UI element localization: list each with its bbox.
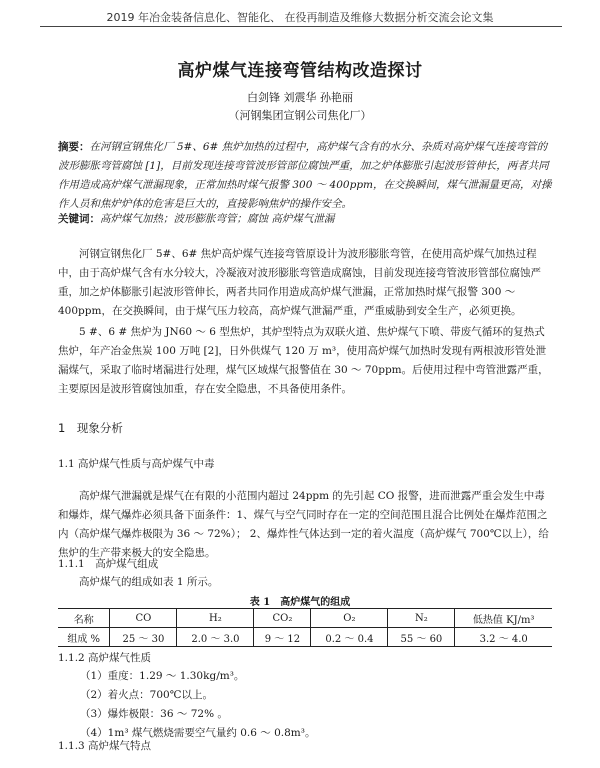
- table-cell: 3.2 ～ 4.0: [455, 628, 552, 647]
- table-cell: 0.2 ～ 0.4: [311, 628, 388, 647]
- keywords: [58, 210, 552, 229]
- body-paragraph-2: 5 #、6 # 焦炉为 JN60 ～ 6 型焦炉，其炉型特点为双联火道、焦炉煤气下喷、带废气循环的复热式焦炉，年产冶金焦炭 100 万吨 [2]，日外供煤气 120 万 m³，使用高炉煤气加热时发现有两根波形管处泄漏煤气，采取了临时堵漏进行处理，煤气区域煤气报警值在 30 ～ 70ppm。后使用过程中弯管泄露严重，主要原因是波形管腐蚀加重，存在安全隐患，不具备使用条件。: [58, 326, 549, 395]
- table-cell: 9 ～ 12: [254, 628, 311, 647]
- table-row: [58, 628, 552, 647]
- table-header-cell: 名称: [58, 609, 110, 628]
- table-cell: 55 ～ 60: [388, 628, 455, 647]
- abstract-label: 摘要：: [58, 141, 90, 153]
- table-header-cell: CO: [110, 609, 177, 628]
- list-item: （4）1m³ 煤气燃烧需要空气量约 0.6 ～ 0.8m³。: [80, 727, 316, 739]
- table-header-cell: 低热值 KJ/m³: [455, 609, 552, 628]
- paper-title: 高炉煤气连接弯管结构改造探讨: [177, 61, 423, 81]
- subsection-heading-1-1: 1.1 高炉煤气性质与高炉煤气中毒: [58, 458, 215, 470]
- authors: 白剑锋 刘震华 孙艳丽: [247, 91, 353, 104]
- table-header-cell: H₂: [177, 609, 254, 628]
- body-paragraph-3: 高炉煤气泄漏就是煤气在有限的小范围内超过 24ppm 的先引起 CO 报警，进而泄露严重会发生中毒和爆炸，煤气爆炸必须具备下面条件：1、煤气与空气同时存在一定的空间范围且混合比例处在爆炸范围之内（高炉煤气爆炸极限为 36 ～ 72%）； 2、爆炸性气体达到一定的着火温度（高炉煤气 700℃以上），给焦炉的生产带来极大的安全隐患。: [58, 490, 549, 559]
- subsection-heading-1-1-3: 1.1.3 高炉煤气特点: [58, 740, 152, 752]
- table-cell: 组成 %: [58, 628, 110, 647]
- abstract-text: 在河钢宣钢焦化厂 5#、6# 焦炉加热的过程中，高炉煤气含有的水分、杂质对高炉煤气连接弯管的波形膨胀弯管腐蚀 [1]，目前发现连接弯管波形管部位腐蚀严重，加之炉体膨胀引起波形管伸长，两者共同作用造成高炉煤气泄漏现象，正常加热时煤气报警 300 ～ 400ppm，在交换瞬间，煤气泄漏量更高，对操作人员和焦炉炉体的危害是巨大的，直接影响焦炉的操作安全。: [58, 141, 552, 210]
- running-header: 2019 年冶金装备信息化、智能化、 在役再制造及维修大数据分析交流会论文集: [106, 11, 494, 24]
- abstract: [58, 138, 552, 214]
- list-item: （3）爆炸极限：36 ～ 72% 。: [80, 708, 228, 720]
- table-header-cell: O₂: [311, 609, 388, 628]
- list-item: （1）重度：1.29 ～ 1.30kg/m³。: [80, 670, 245, 682]
- table-cell: 25 ～ 30: [110, 628, 177, 647]
- keywords-text: 高炉煤气加热；波形膨胀弯管；腐蚀 高炉煤气泄漏: [100, 213, 335, 225]
- body-paragraph-1: 河钢宣钢焦化厂 5#、6# 焦炉高炉煤气连接弯管原设计为波形膨胀弯管，在使用高炉煤气加热过程中，由于高炉煤气含有水分较大，冷凝液对波形膨胀弯管造成腐蚀，目前发现连接弯管波形管部位腐蚀严重，加之炉体膨胀引起波形管伸长，两者共同作用造成高炉煤气泄漏，正常加热时煤气报警 300 ～ 400ppm，在交换瞬间，由于煤气压力较高，高炉煤气泄漏严重，严重威胁到安全生产，必须更换。: [58, 248, 541, 317]
- table-header-cell: CO₂: [254, 609, 311, 628]
- table-header-cell: N₂: [388, 609, 455, 628]
- properties-list: [58, 667, 552, 743]
- subsection-heading-1-1-1: 1.1.1 高炉煤气组成: [58, 558, 159, 570]
- keywords-label: 关键词：: [58, 213, 100, 225]
- subsection-heading-1-1-2: 1.1.2 高炉煤气性质: [58, 652, 152, 664]
- table-caption: 表 1 高炉煤气的组成: [249, 597, 351, 608]
- header-rule: [40, 26, 562, 27]
- table-cell: 2.0 ～ 3.0: [177, 628, 254, 647]
- body-paragraph-4: 高炉煤气的组成如表 1 所示。: [79, 576, 219, 588]
- list-item: （2）着火点：700℃以上。: [80, 689, 213, 701]
- table-header-row: [58, 609, 552, 628]
- affiliation: （河钢集团宣钢公司焦化厂）: [228, 109, 372, 122]
- gas-composition-table: [58, 608, 552, 647]
- section-heading-1: 1 现象分析: [58, 421, 123, 435]
